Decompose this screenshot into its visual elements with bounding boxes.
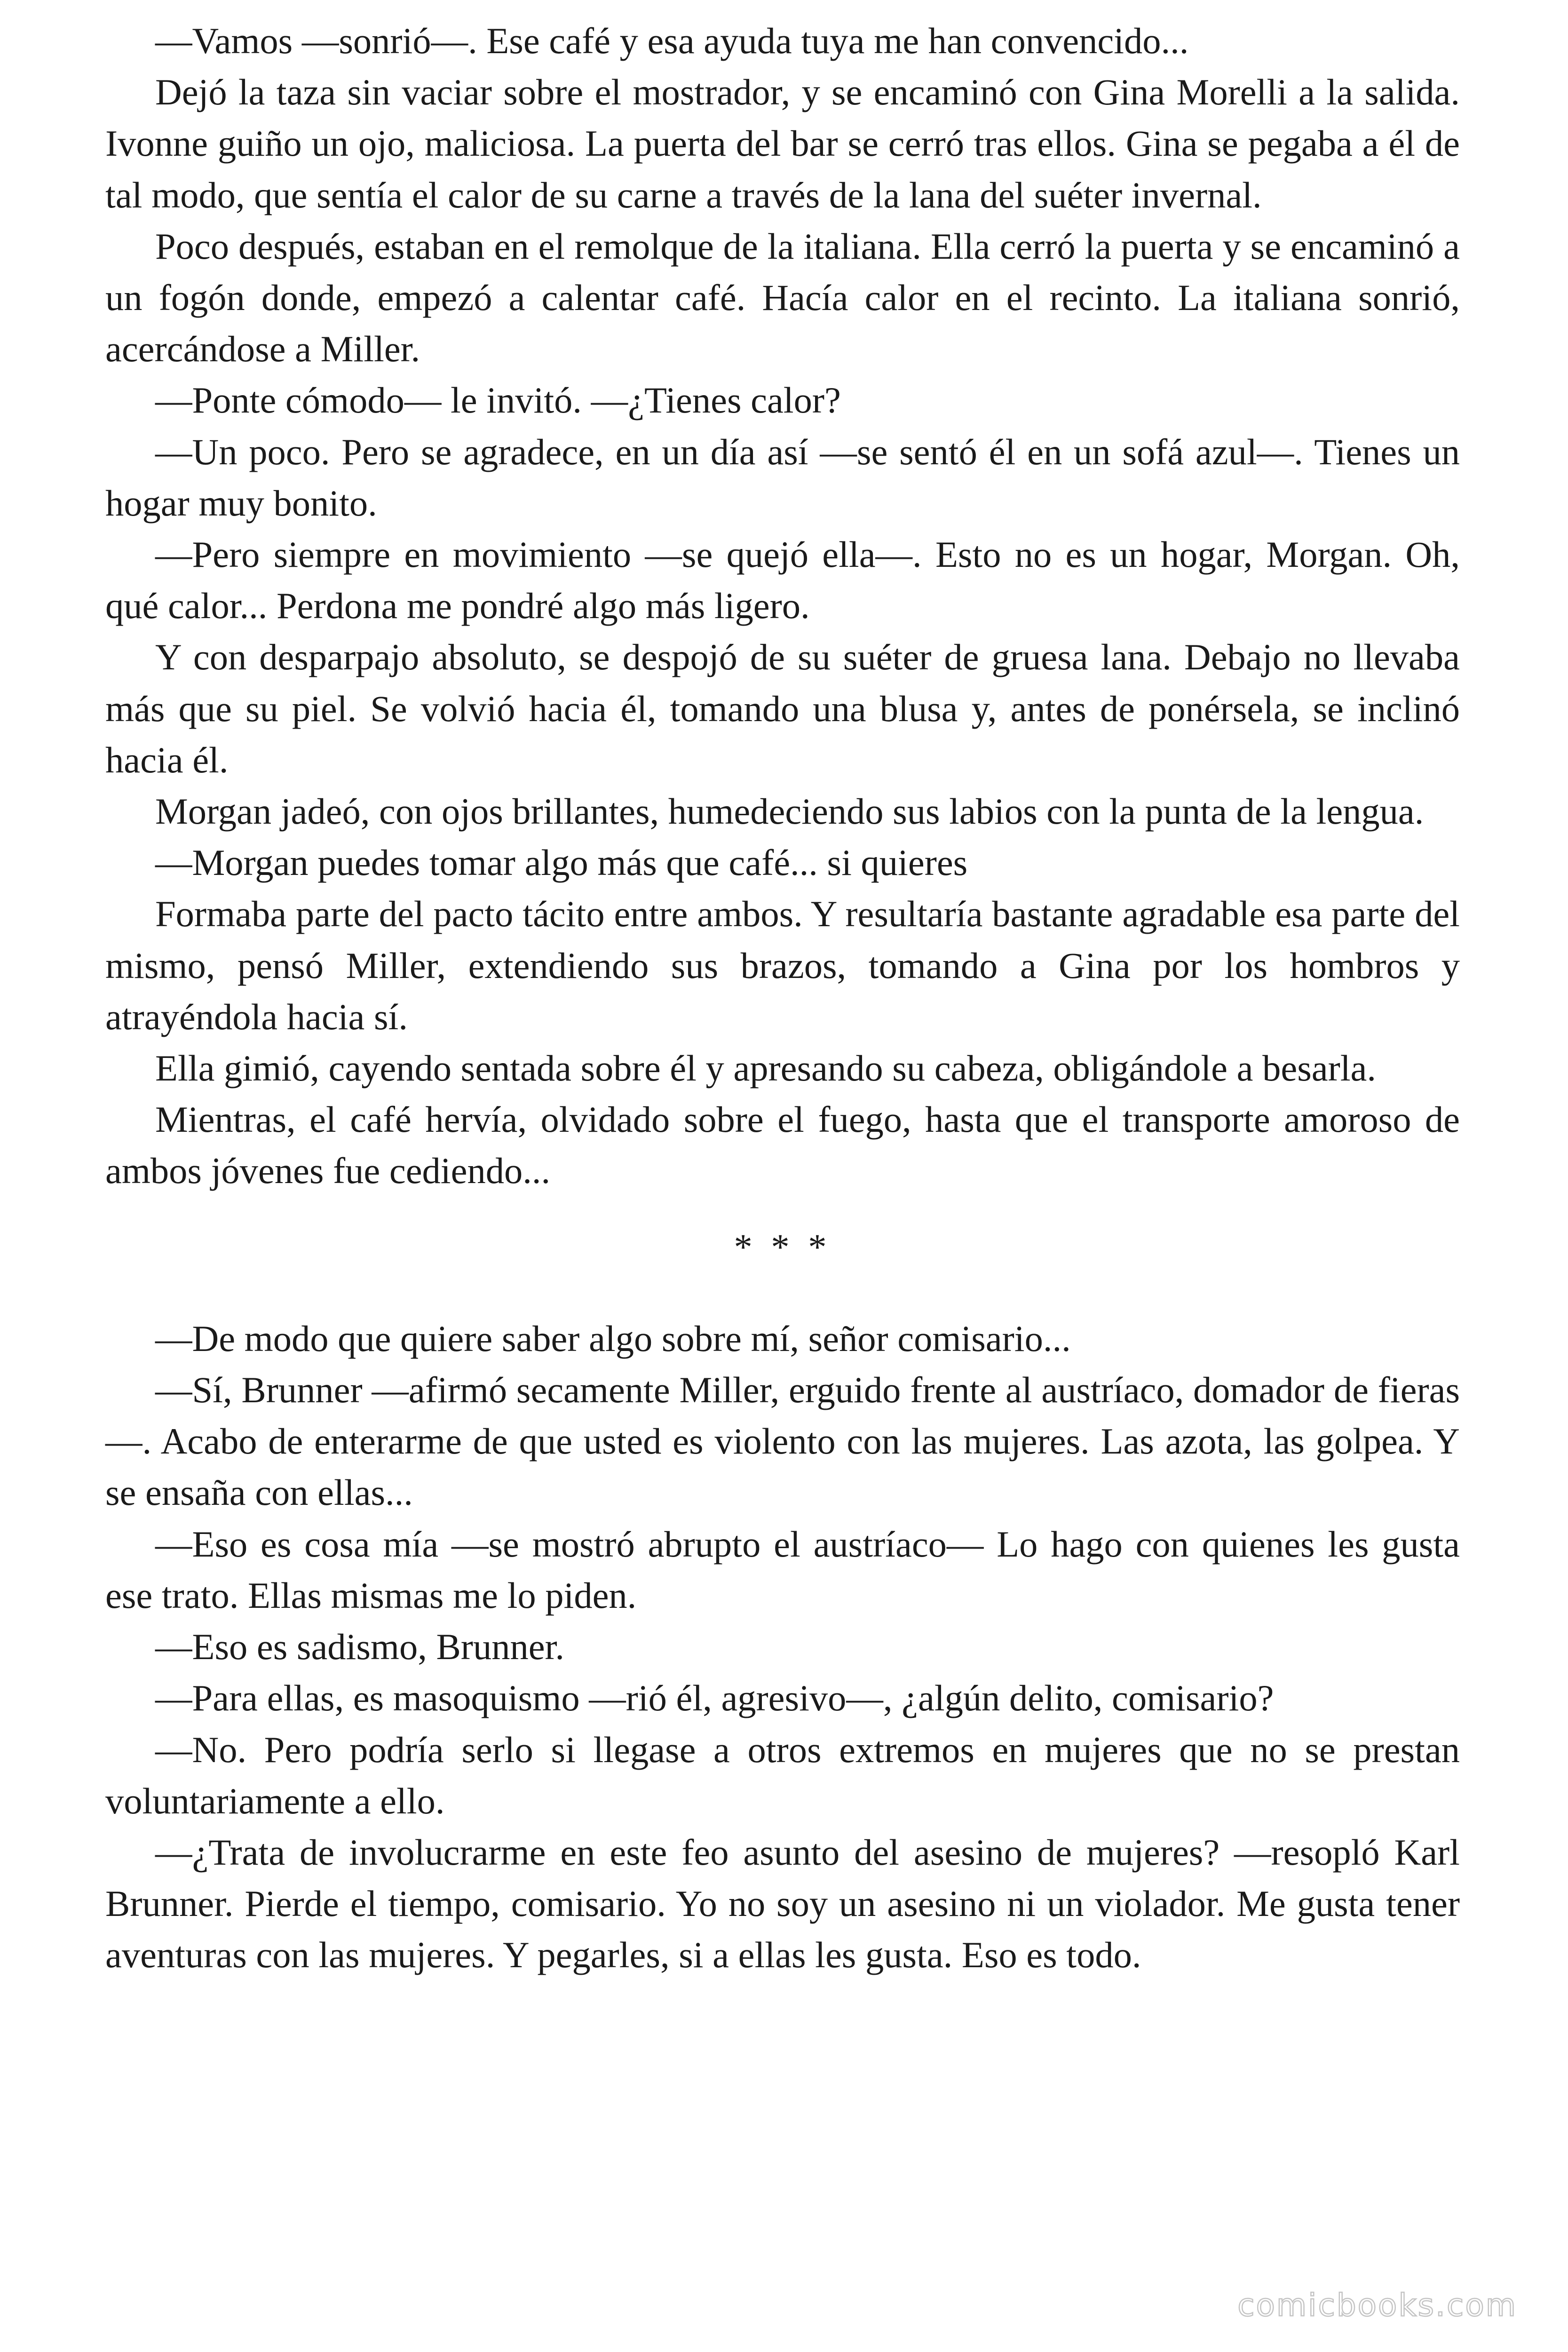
- paragraph: Ella gimió, cayendo sentada sobre él y apresando su cabeza, obligándole a besarla.: [155, 1048, 1377, 1089]
- scene-break: * * *: [734, 1226, 832, 1267]
- paragraph: Y con desparpajo absoluto, se despojó de su suéter de gruesa lana. Debajo no llevaba más que su piel. Se volvió hacia él, tomando una blusa y, antes de ponérsela, se inclinó hacia él.: [105, 636, 1460, 780]
- paragraph: —De modo que quiere saber algo sobre mí, señor comisario...: [155, 1318, 1071, 1359]
- paragraph: —Para ellas, es masoquismo —rió él, agresivo—, ¿algún delito, comisario?: [155, 1677, 1274, 1719]
- paragraph: —Vamos —sonrió—. Ese café y esa ayuda tuya me han convencido...: [155, 20, 1189, 61]
- book-page: [105, 15, 1460, 1981]
- paragraph: —Morgan puedes tomar algo más que café... si quieres: [155, 842, 968, 883]
- paragraph: —Sí, Brunner —afirmó secamente Miller, erguido frente al austríaco, domador de fieras—. Acabo de enterarme de que usted es violento con las mujeres. Las azota, las golpea. Y se ensaña con ellas...: [105, 1369, 1460, 1513]
- paragraph: —Pero siempre en movimiento —se quejó ella—. Esto no es un hogar, Morgan. Oh, qué calor... Perdona me pondré algo más ligero.: [105, 534, 1460, 627]
- paragraph: —Eso es cosa mía —se mostró abrupto el austríaco— Lo hago con quienes les gusta ese trato. Ellas mismas me lo piden.: [105, 1523, 1460, 1616]
- paragraph: —Ponte cómodo— le invitó. —¿Tienes calor?: [155, 380, 841, 421]
- paragraph: —No. Pero podría serlo si llegase a otros extremos en mujeres que no se prestan voluntariamente a ello.: [105, 1729, 1460, 1821]
- paragraph: —¿Trata de involucrarme en este feo asunto del asesino de mujeres? —resopló Karl Brunner. Pierde el tiempo, comisario. Yo no soy un asesino ni un violador. Me gusta tener aventuras con las mujeres. Y pegarles, si a ellas les gusta. Eso es todo.: [105, 1831, 1460, 1976]
- watermark: comicbooks.com: [1237, 2287, 1517, 2323]
- paragraph: Mientras, el café hervía, olvidado sobre el fuego, hasta que el transporte amoroso de ambos jóvenes fue cediendo...: [105, 1099, 1460, 1192]
- paragraph: Dejó la taza sin vaciar sobre el mostrador, y se encaminó con Gina Morelli a la salida. Ivonne guiño un ojo, maliciosa. La puerta del bar se cerró tras ellos. Gina se pegaba a él de tal modo, que sentía el calor de su carne a través de la lana del suéter invernal.: [105, 72, 1460, 215]
- paragraph: Morgan jadeó, con ojos brillantes, humedeciendo sus labios con la punta de la lengua.: [155, 791, 1424, 832]
- paragraph: —Eso es sadismo, Brunner.: [155, 1626, 564, 1668]
- paragraph: Poco después, estaban en el remolque de la italiana. Ella cerró la puerta y se encaminó a un fogón donde, empezó a calentar café. Hacía calor en el recinto. La italiana sonrió, acercándose a Miller.: [105, 225, 1460, 370]
- paragraph: Formaba parte del pacto tácito entre ambos. Y resultaría bastante agradable esa parte del mismo, pensó Miller, extendiendo sus brazos, tomando a Gina por los hombros y atrayéndola hacia sí.: [105, 893, 1460, 1037]
- paragraph: —Un poco. Pero se agradece, en un día así —se sentó él en un sofá azul—. Tienes un hogar muy bonito.: [105, 431, 1460, 524]
